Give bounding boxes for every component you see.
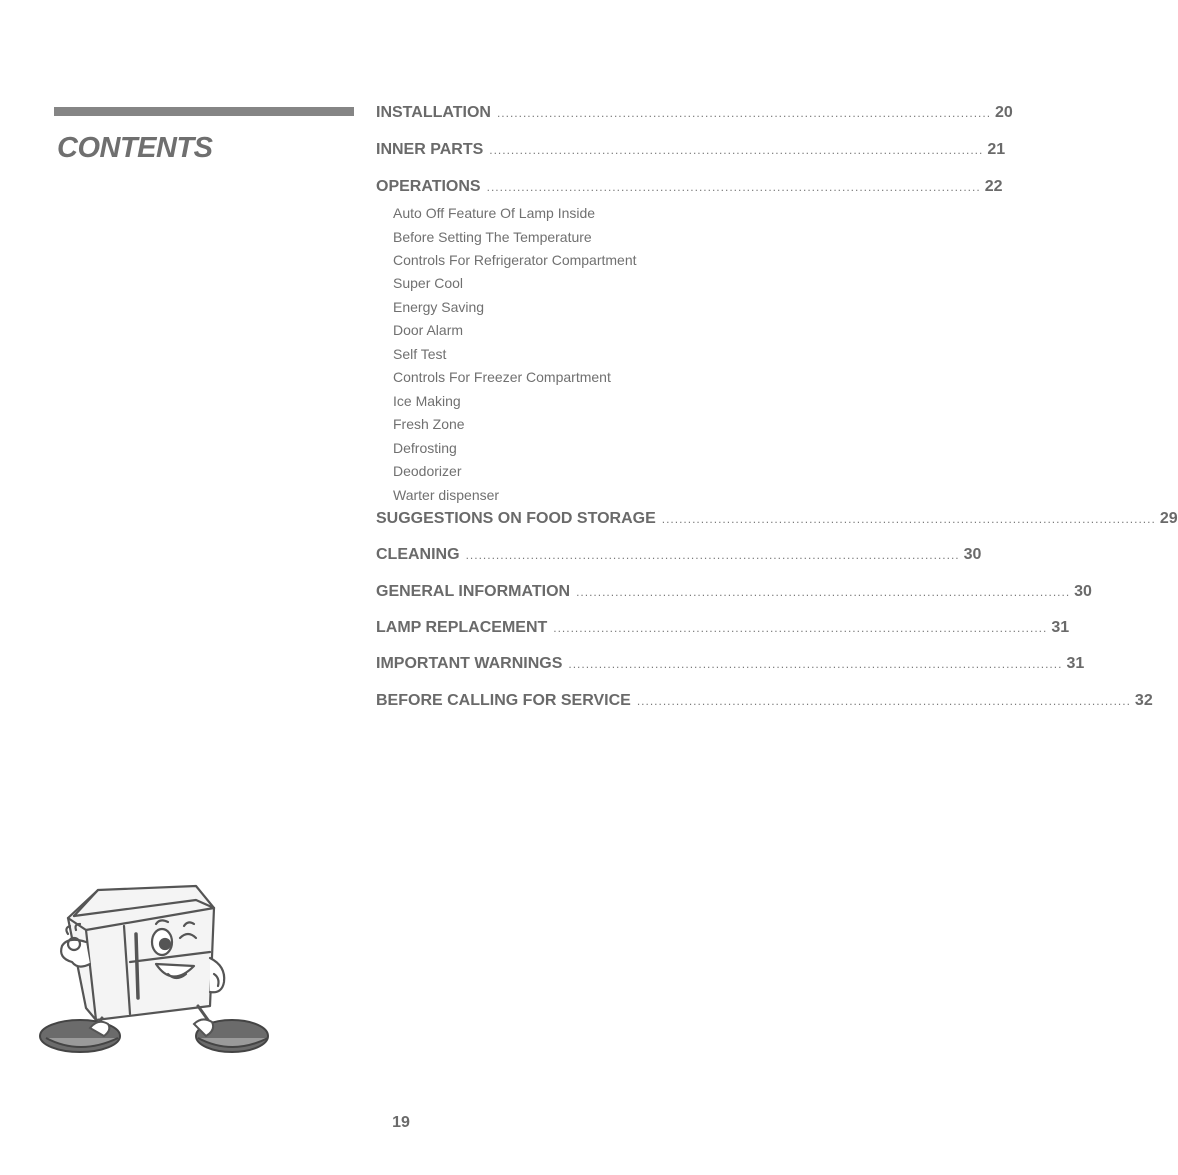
toc-entry-label: CLEANING (376, 546, 460, 563)
leader-dots: .................................................................................................................. (568, 657, 1063, 671)
toc-subitem[interactable]: Super Cool (393, 275, 464, 291)
toc-subitem[interactable]: Deodorizer (393, 463, 462, 479)
toc-entry-important-warnings[interactable] (376, 655, 1085, 673)
toc-entry-page: 31 (1051, 619, 1070, 636)
toc-entry-cleaning[interactable] (376, 546, 982, 564)
toc-entry-lamp-replacement[interactable] (376, 619, 1070, 637)
toc-entry-label: LAMP REPLACEMENT (376, 619, 548, 636)
toc-subitem[interactable]: Ice Making (393, 393, 461, 409)
leader-dots: .................................................................................................................. (553, 621, 1048, 635)
toc-subitem[interactable]: Auto Off Feature Of Lamp Inside (393, 205, 596, 221)
toc-entry-label: IMPORTANT WARNINGS (376, 655, 563, 672)
toc-subitem[interactable]: Self Test (393, 346, 447, 362)
page-number: 19 (392, 1114, 410, 1131)
toc-entry-page: 31 (1066, 655, 1085, 672)
toc-entry-page: 29 (1159, 510, 1178, 527)
toc-entry-label: INSTALLATION (376, 104, 491, 121)
toc-entry-installation[interactable] (376, 104, 1013, 122)
toc-entry-page: 30 (963, 546, 982, 563)
toc-entry-label: BEFORE CALLING FOR SERVICE (376, 692, 631, 709)
toc-entry-page: 32 (1134, 692, 1153, 709)
toc-entry-page: 22 (984, 178, 1003, 195)
leader-dots: .................................................................................................................. (636, 694, 1131, 708)
header-rule (54, 107, 354, 116)
toc-entry-page: 30 (1074, 583, 1092, 600)
leader-dots: .................................................................................................................. (661, 512, 1156, 526)
toc-entry-page: 20 (995, 104, 1013, 121)
toc-entry-page: 21 (987, 141, 1006, 158)
toc-subitem[interactable]: Door Alarm (393, 322, 464, 338)
toc-entry-food-storage[interactable] (376, 510, 1178, 528)
toc-subitem[interactable]: Controls For Freezer Compartment (393, 369, 611, 385)
toc-subitem[interactable]: Fresh Zone (393, 416, 465, 432)
toc-entry-label: OPERATIONS (376, 178, 481, 195)
leader-dots: .................................................................................................................. (465, 548, 960, 562)
toc-entry-before-calling-service[interactable] (376, 692, 1153, 710)
toc-entry-label: SUGGESTIONS ON FOOD STORAGE (376, 510, 656, 527)
refrigerator-mascot-icon (38, 878, 270, 1060)
toc-entry-operations[interactable] (376, 178, 1003, 196)
toc-entry-inner-parts[interactable] (376, 141, 1006, 159)
leader-dots: .................................................................................................................. (486, 180, 981, 194)
toc-entry-label: INNER PARTS (376, 141, 484, 158)
leader-dots: .................................................................................................................. (489, 143, 984, 157)
toc-subitem[interactable]: Before Setting The Temperature (393, 229, 592, 245)
leader-dots: .................................................................................................................. (496, 106, 992, 120)
toc-subitem[interactable]: Controls For Refrigerator Compartment (393, 252, 637, 268)
toc-subitem[interactable]: Warter dispenser (393, 487, 500, 503)
toc-entry-general-information[interactable] (376, 583, 1092, 601)
page-title: CONTENTS (57, 132, 213, 164)
toc-subitem[interactable]: Energy Saving (393, 299, 485, 315)
leader-dots: .................................................................................................................. (576, 585, 1071, 599)
toc-entry-label: GENERAL INFORMATION (376, 583, 571, 600)
toc-subitem[interactable]: Defrosting (393, 440, 457, 456)
